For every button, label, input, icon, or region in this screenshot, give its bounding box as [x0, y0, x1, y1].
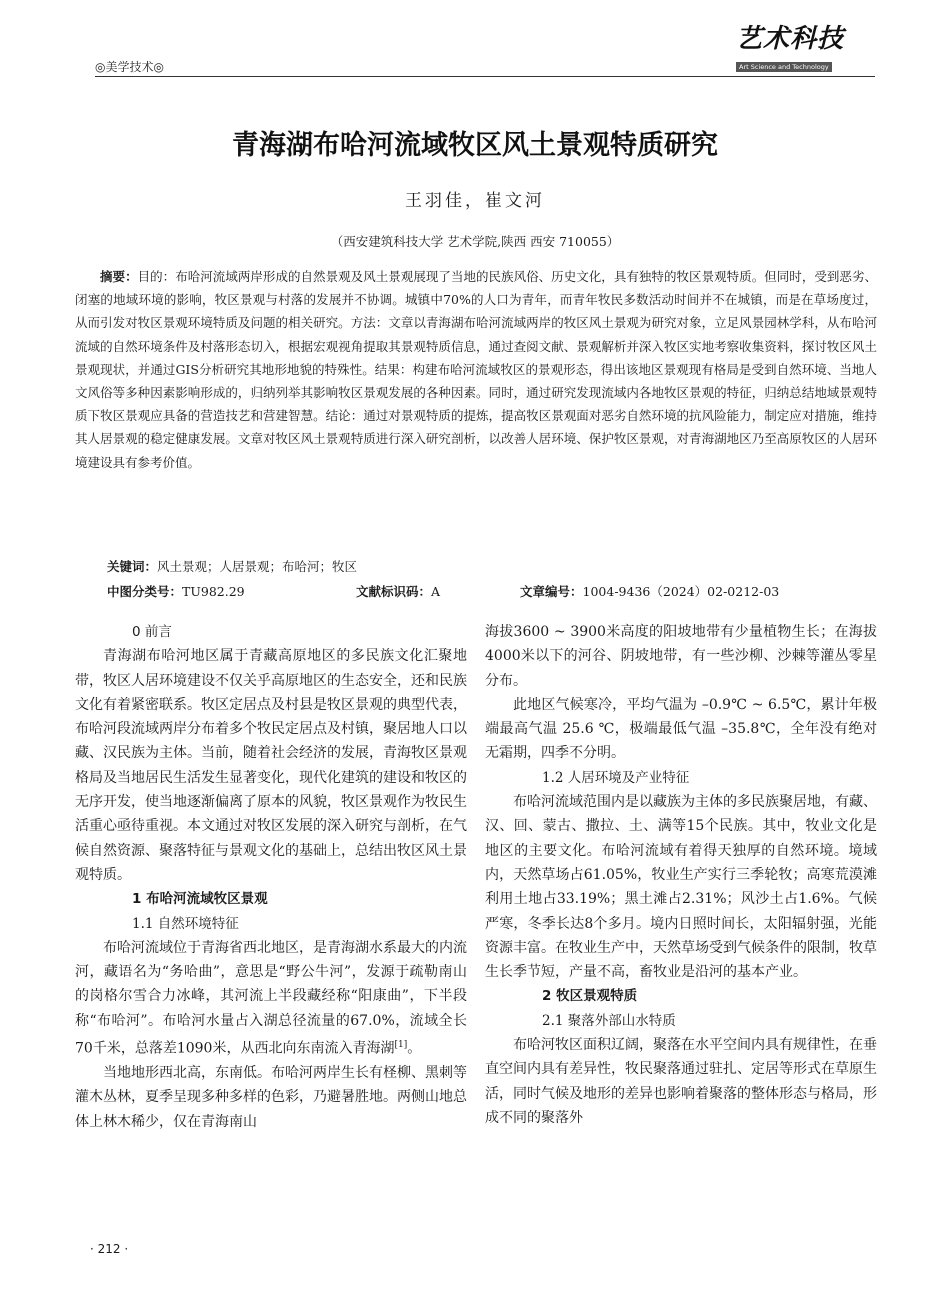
- section-heading-2: 2 牧区景观特质: [542, 988, 638, 1005]
- document-code: [356, 580, 440, 603]
- page-number: · 212 ·: [90, 1242, 129, 1256]
- article-no-label: 文章编号：: [520, 584, 583, 599]
- article-title: 青海湖布哈河流域牧区风土景观特质研究: [232, 130, 718, 161]
- article-number: [520, 580, 779, 603]
- paragraph: 此地区气候寒冷，平均气温为 –0.9℃ ~ 6.5℃，累计年极端最高气温 25.6 ℃，极端最低气温 –35.8℃，全年没有绝对无霜期，四季不分明。: [485, 696, 877, 762]
- authors: 王羽佳，崔文河: [405, 191, 545, 211]
- paragraph: 布哈河流域范围内是以藏族为主体的多民族聚居地，有藏、汉、回、蒙古、撒拉、土、满等15个民族。其中，牧业文化是地区的主要文化。布哈河流域有着得天独厚的自然环境。境域内，天然草场占61.05%，牧业生产实行三季轮牧；高寒荒漠滩利用土地占33.19%；黑土滩占2.31%；风沙土占1.6%。气候严寒，冬季长达8个多月。境内日照时间长，太阳辐射强，光能资源丰富。在牧业生产中，天然草场受到气候条件的限制，牧草生长季节短，产量不高，畜牧业是沿河的基本产业。: [485, 794, 877, 981]
- section-heading-0: 0 前言: [132, 624, 172, 640]
- logo-subtitle: Art Science and Technology: [736, 62, 832, 72]
- abstract: [75, 265, 877, 474]
- clc-value: TU982.29: [182, 584, 245, 599]
- keywords: [107, 555, 357, 578]
- paragraph-end: 。: [407, 1040, 422, 1057]
- article-no-value: 1004-9436（2024）02-0212-03: [582, 584, 780, 599]
- logo-text: 艺术科技: [736, 24, 845, 54]
- affiliation: （西安建筑科技大学 艺术学院,陕西 西安 710055）: [330, 234, 620, 249]
- body-column-right: [485, 620, 877, 1130]
- paragraph-continued: 海拔3600 ~ 3900米高度的阳坡地带有少量植物生长；在海拔4000米以下的河谷、阴坡地带，有一些沙柳、沙棘等灌丛零星分布。: [485, 624, 877, 689]
- paragraph: [75, 936, 467, 1061]
- paragraph: 布哈河牧区面积辽阔，聚落在水平空间内具有规律性，在垂直空间内具有差异性，牧民聚落通过驻扎、定居等形式在草原生活，同时气候及地形的差异也影响着聚落的整体形态与格局，形成不同的聚落外: [485, 1037, 877, 1126]
- subsection-heading-2-1: 2.1 聚落外部山水特质: [542, 1012, 676, 1029]
- subsection-heading-1-1: 1.1 自然环境特征: [132, 915, 239, 932]
- journal-section: ◎美学技术◎: [95, 60, 164, 74]
- clc-number: [107, 580, 245, 603]
- doc-code-value: A: [431, 584, 441, 599]
- doc-code-label: 文献标识码：: [356, 584, 432, 599]
- subsection-heading-1-2: 1.2 人居环境及产业特征: [542, 769, 690, 786]
- paragraph: 当地地形西北高，东南低。布哈河两岸生长有柽柳、黑刺等灌木丛林，夏季呈现多种多样的色彩，乃避暑胜地。两侧山地总体上林木稀少，仅在青海南山: [75, 1065, 467, 1130]
- abstract-label: 摘要：: [100, 269, 138, 284]
- keywords-label: 关键词：: [107, 559, 158, 574]
- body-column-left: [75, 620, 467, 1134]
- journal-logo: [736, 24, 846, 72]
- section-heading-1: 1 布哈河流域牧区景观: [132, 891, 268, 908]
- clc-label: 中图分类号：: [107, 584, 183, 599]
- keywords-text: 风土景观；人居景观；布哈河；牧区: [157, 559, 358, 574]
- header-rule: [95, 76, 875, 77]
- abstract-text: 目的：布哈河流域两岸形成的自然景观及风土景观展现了当地的民族风俗、历史文化，具有独特的牧区景观特质。但同时，受到恶劣、闭塞的地域环境的影响，牧区景观与村落的发展并不协调。城镇中70%的人口为青年，而青年牧民多数活动时间并不在城镇，而是在草场度过，从而引发对牧区景观环境特质及问题的相关研究。方法：文章以青海湖布哈河流域两岸的牧区风土景观为研究对象，立足风景园林学科，从布哈河流域的自然环境条件及村落形态切入，根据宏观视角提取其景观特质信息，通过查阅文献、景观解析并深入牧区实地考察收集资料，探讨牧区风土景观现状，并通过GIS分析研究其地形地貌的特殊性。结果：构建布哈河流域牧区的景观形态，得出该地区景观现有格局是受到自然环境、当地人文风俗等多种因素影响形成的，归纳列举其影响牧区景观发展的各种因素。同时，通过研究发现流域内各地牧区景观的特征，归纳总结地域景观特质下牧区景观应具备的营造技艺和营建智慧。结论：通过对景观特质的提炼，提高牧区景观面对恶劣自然环境的抗风险能力，制定应对措施，维持其人居景观的稳定健康发展。文章对牧区风土景观特质进行深入研究剖析，以改善人居环境、保护牧区景观，对青海湖地区乃至高原牧区的人居环境建设具有参考价值。: [75, 269, 877, 470]
- citation-ref: [1]: [394, 1040, 408, 1051]
- paragraph: 青海湖布哈河地区属于青藏高原地区的多民族文化汇聚地带，牧区人居环境建设不仅关乎高原地区的生态安全，还和民族文化有着紧密联系。牧区定居点及村县是牧区景观的典型代表，布哈河段流域两岸分布着多个牧民定居点及村镇，聚居地人口以藏、汉民族为主体。当前，随着社会经济的发展，青海牧区景观格局及当地居民生活发生显著变化，现代化建筑的建设和牧区的无序开发，使当地逐渐偏离了原本的风貌，牧区景观作为牧民生活重心亟待重视。本文通过对牧区发展的深入研究与剖析，在气候自然资源、聚落特征与景观文化的基础上，总结出牧区风土景观特质。: [75, 648, 467, 883]
- paragraph-text: 布哈河流域位于青海省西北地区，是青海湖水系最大的内流河，藏语名为“务哈曲”，意思是“野公牛河”，发源于疏勒南山的岗格尔雪合力冰峰，其河流上半段藏经称“阳康曲”，下半段称“布哈河”。布哈河水量占入湖总径流量的67.0%，流域全长70千米，总落差1090米，从西北向东南流入青海湖: [75, 939, 467, 1057]
